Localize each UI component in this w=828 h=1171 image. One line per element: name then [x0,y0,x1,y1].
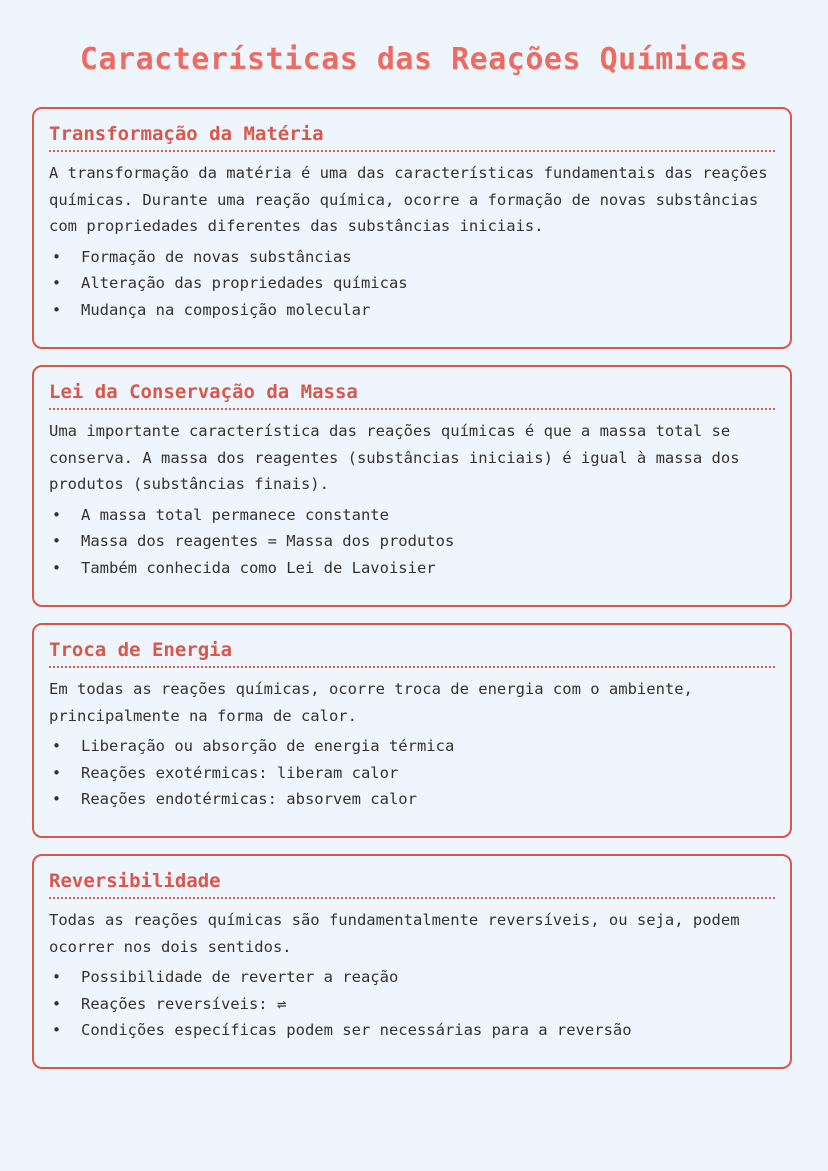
list-item-text: Possibilidade de reverter a reação [81,968,399,986]
list-item [49,991,775,1018]
list-item-text: Condições específicas podem ser necessárias para a reversão [81,1021,632,1039]
bullet-icon: • [52,968,62,986]
bullet-icon: • [52,274,62,292]
bullet-icon: • [52,300,62,319]
list-item [49,528,775,555]
list-item [49,297,775,324]
section-title: Reversibilidade [49,870,775,899]
list-item [49,733,775,760]
section-card-troca-energia [32,623,792,838]
list-item-text: Massa dos reagentes = Massa dos produtos [81,532,455,550]
section-card-conservacao-massa [32,365,792,607]
section-description: Em todas as reações químicas, ocorre troca de energia com o ambiente, principalmente na forma de calor. [49,680,693,725]
list-item-text: A massa total permanece constante [81,505,389,524]
list-item-text: Reações exotérmicas: liberam calor [81,763,399,782]
page-title: Características das Reações Químicas [79,42,749,77]
list-item-text: Reações reversíveis: ⇌ [81,994,287,1013]
section-description: Uma importante característica das reações químicas é que a massa total se conserva. A massa dos reagentes (substâncias iniciais) é igual à massa dos produtos (substâncias finais). [49,422,740,493]
list-item [49,1017,775,1044]
list-item [49,502,775,529]
list-item-text: Mudança na composição molecular [81,300,371,319]
section-title: Lei da Conservação da Massa [49,381,775,410]
list-item-text: Liberação ou absorção de energia térmica [81,737,455,755]
list-item [49,760,775,787]
bullet-icon: • [52,505,62,524]
bullet-icon: • [52,247,62,266]
section-description: A transformação da matéria é uma das características fundamentais das reações químicas. Durante uma reação química, ocorre a formação de novas substâncias com propriedades diferentes das substâncias iniciais. [49,164,768,235]
section-title: Troca de Energia [49,639,775,668]
list-item-text: Reações endotérmicas: absorvem calor [81,790,417,808]
section-bullet-list [49,502,775,582]
bullet-icon: • [52,790,62,808]
list-item [49,244,775,271]
bullet-icon: • [52,763,62,782]
section-bullet-list [49,244,775,324]
bullet-icon: • [52,1021,62,1039]
section-description: Todas as reações químicas são fundamentalmente reversíveis, ou seja, podem ocorrer nos dois sentidos. [49,911,740,956]
list-item-text: Alteração das propriedades químicas [81,274,408,292]
list-item [49,555,775,582]
bullet-icon: • [52,558,62,577]
section-bullet-list [49,733,775,813]
list-item [49,786,775,813]
list-item [49,270,775,297]
section-bullet-list [49,964,775,1044]
bullet-icon: • [52,532,62,550]
section-title: Transformação da Matéria [49,123,775,152]
section-card-reversibilidade [32,854,792,1069]
list-item-text: Também conhecida como Lei de Lavoisier [81,558,436,577]
bullet-icon: • [52,737,62,755]
section-card-transformacao [32,107,792,349]
list-item-text: Formação de novas substâncias [81,247,352,266]
bullet-icon: • [52,994,62,1013]
list-item [49,964,775,991]
